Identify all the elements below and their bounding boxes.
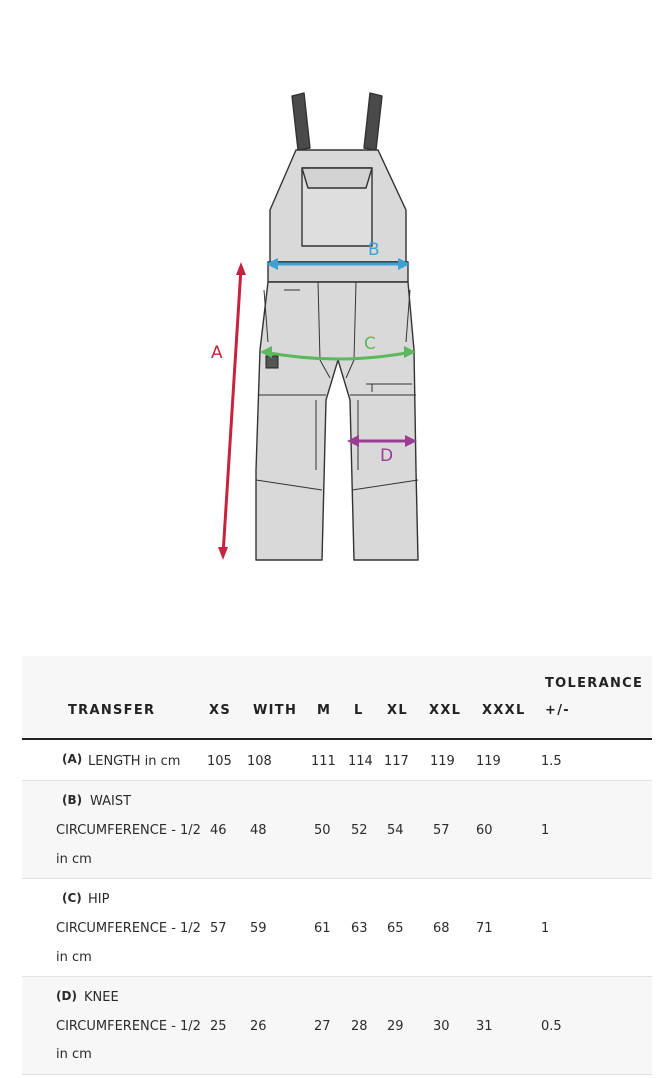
row-badge: (A) <box>62 752 83 766</box>
value-xxxl: 71 <box>476 921 493 936</box>
value-l: 63 <box>351 921 368 936</box>
value-xs: 105 <box>207 754 232 769</box>
row-badge: (C) <box>62 891 82 905</box>
table-header <box>22 656 652 740</box>
value-m: 27 <box>314 1019 331 1034</box>
size-chart-table <box>22 656 652 1075</box>
header-tolerance: TOLERANCE <box>545 676 644 691</box>
value-xl: 65 <box>387 921 404 936</box>
value-m: 111 <box>311 754 336 769</box>
value-with: 26 <box>250 1019 267 1034</box>
row-name-line3: in cm <box>56 852 92 867</box>
value-xxl: 57 <box>433 823 450 838</box>
value-xs: 46 <box>210 823 227 838</box>
right-strap <box>364 93 382 150</box>
value-tolerance: 1 <box>541 921 550 936</box>
value-xl: 54 <box>387 823 404 838</box>
header-tolerance-unit: +/- <box>545 703 570 718</box>
row-name: KNEE <box>84 990 119 1005</box>
row-name: HIP <box>88 892 110 907</box>
table-row <box>22 740 652 781</box>
value-tolerance: 0.5 <box>541 1019 562 1034</box>
value-tolerance: 1.5 <box>541 754 562 769</box>
pants-legs <box>256 282 418 560</box>
header-xl: XL <box>387 703 408 718</box>
value-m: 50 <box>314 823 331 838</box>
value-with: 48 <box>250 823 267 838</box>
row-name: LENGTH in cm <box>88 754 181 769</box>
header-xs: XS <box>209 703 231 718</box>
row-name-line2: CIRCUMFERENCE - 1/2 <box>56 1019 201 1034</box>
table-row <box>22 781 652 879</box>
table-row <box>22 879 652 977</box>
header-xxl: XXL <box>429 703 462 718</box>
row-badge: (B) <box>62 793 83 807</box>
dimension-label-a: A <box>211 343 223 363</box>
value-xl: 29 <box>387 1019 404 1034</box>
value-xxl: 119 <box>430 754 455 769</box>
arrow-a <box>223 268 241 555</box>
value-tolerance: 1 <box>541 823 550 838</box>
header-with: WITH <box>253 703 298 718</box>
header-l: L <box>354 703 364 718</box>
header-m: M <box>317 703 332 718</box>
left-strap <box>292 93 310 150</box>
value-l: 28 <box>351 1019 368 1034</box>
row-name-line3: in cm <box>56 1047 92 1062</box>
dimension-label-d: D <box>380 446 394 466</box>
table-row <box>22 977 652 1075</box>
row-name-line2: CIRCUMFERENCE - 1/2 <box>56 921 201 936</box>
value-with: 59 <box>250 921 267 936</box>
value-xxl: 68 <box>433 921 450 936</box>
value-xs: 57 <box>210 921 227 936</box>
value-l: 52 <box>351 823 368 838</box>
value-xl: 117 <box>384 754 409 769</box>
value-with: 108 <box>247 754 272 769</box>
value-xs: 25 <box>210 1019 227 1034</box>
dimension-label-b: B <box>368 240 380 260</box>
value-xxxl: 119 <box>476 754 501 769</box>
value-xxl: 30 <box>433 1019 450 1034</box>
value-l: 114 <box>348 754 373 769</box>
header-xxxl: XXXL <box>482 703 526 718</box>
value-m: 61 <box>314 921 331 936</box>
value-xxxl: 31 <box>476 1019 493 1034</box>
row-badge: (D) <box>56 989 77 1003</box>
row-name: WAIST <box>90 794 132 809</box>
header-transfer: TRANSFER <box>68 703 156 718</box>
value-xxxl: 60 <box>476 823 493 838</box>
row-name-line3: in cm <box>56 950 92 965</box>
dimension-label-c: C <box>364 334 376 354</box>
row-name-line2: CIRCUMFERENCE - 1/2 <box>56 823 201 838</box>
